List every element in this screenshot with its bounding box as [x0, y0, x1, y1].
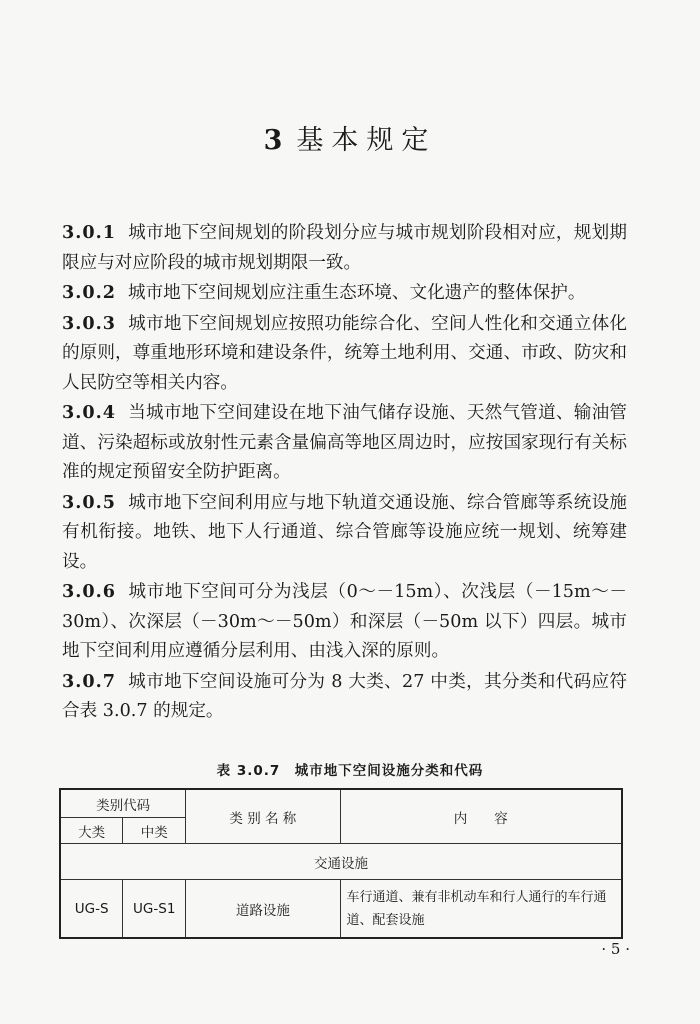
- chapter-number: 3: [263, 125, 283, 156]
- clause-number: 3.0.5: [62, 491, 116, 513]
- clause-number: 3.0.1: [62, 222, 116, 243]
- header-major: 大类: [60, 818, 123, 844]
- cell-middle: UG-S1: [123, 880, 186, 939]
- facility-classification-table: [59, 788, 623, 939]
- clause-number: 3.0.2: [62, 282, 116, 303]
- cell-content: 车行通道、兼有非机动车和行人通行的车行通道、配套设施: [340, 880, 622, 939]
- clause-3-0-1: [62, 218, 627, 278]
- clause-text: 城市地下空间可分为浅层（0～－15m）、次浅层（－15m～－30m）、次深层（－30m～－50m）和深层（－50m 以下）四层。城市地下空间利用应遵循分层利用、由浅入深的原则。: [62, 582, 627, 661]
- clause-text: 城市地下空间利用应与地下轨道交通设施、综合管廊等系统设施有机衔接。地铁、地下人行通道、综合管廊等设施应统一规划、统筹建设。: [62, 492, 627, 572]
- clause-text: 城市地下空间设施可分为 8 大类、27 中类，其分类和代码应符合表 3.0.7 的规定。: [62, 671, 627, 721]
- clause-3-0-7: [62, 667, 627, 727]
- clause-3-0-5: [62, 488, 627, 578]
- clause-number: 3.0.6: [62, 581, 116, 602]
- header-name: 类 别 名 称: [186, 789, 340, 844]
- clauses: [62, 218, 627, 727]
- clause-text: 城市地下空间规划应注重生态环境、文化遗产的整体保护。: [127, 283, 586, 303]
- clause-number: 3.0.4: [62, 402, 116, 423]
- clause-3-0-2: [62, 278, 627, 309]
- table-caption: 表 3.0.7 城市地下空间设施分类和代码: [216, 763, 484, 779]
- clause-3-0-4: [62, 398, 627, 488]
- clause-number: 3.0.3: [62, 312, 116, 334]
- clause-3-0-3: [62, 309, 627, 399]
- chapter-title: [0, 118, 700, 157]
- clause-3-0-6: [62, 577, 627, 667]
- header-content: 内 容: [340, 789, 622, 844]
- clause-text: 城市地下空间规划的阶段划分应与城市规划阶段相对应，规划期限应与对应阶段的城市规划期限一致。: [62, 223, 627, 273]
- header-middle: 中类: [123, 818, 186, 844]
- page-number: · 5 ·: [601, 940, 630, 958]
- table-row: [60, 880, 622, 939]
- section-row: 交通设施: [60, 844, 622, 880]
- header-code: 类别代码: [60, 789, 186, 818]
- cell-major: UG-S: [60, 880, 123, 939]
- chapter-title-text: 基本规定: [296, 125, 437, 156]
- clause-number: 3.0.7: [62, 670, 116, 692]
- clause-text: 城市地下空间规划应按照功能综合化、空间人性化和交通立体化的原则，尊重地形环境和建设条件，统筹土地利用、交通、市政、防灾和人民防空等相关内容。: [62, 313, 627, 393]
- clause-text: 当城市地下空间建设在地下油气储存设施、天然气管道、输油管道、污染超标或放射性元素含量偏高等地区周边时，应按国家现行有关标准的规定预留安全防护距离。: [62, 403, 627, 482]
- cell-name: 道路设施: [186, 880, 340, 939]
